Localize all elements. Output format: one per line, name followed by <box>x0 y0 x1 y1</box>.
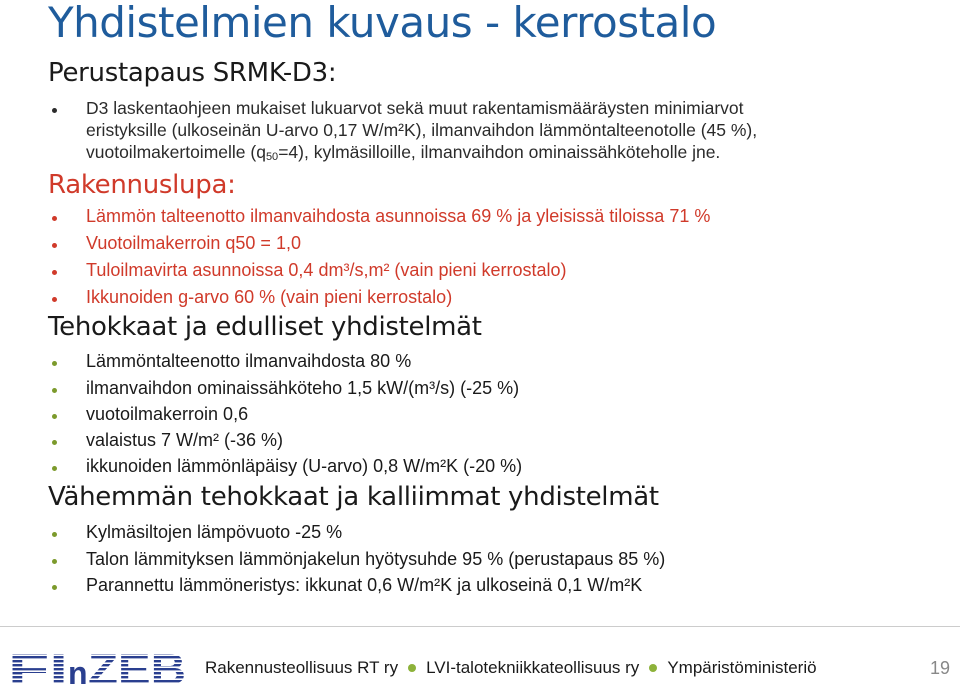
efficient-item-4: valaistus 7 W/m² (-36 %) <box>86 430 284 450</box>
footer-org-ministry: Ympäristöministeriö <box>667 658 817 677</box>
baseline-text-line-2: eristyksille (ulkoseinän U-arvo 0,17 W/m²K), ilmanvaihdon lämmöntalteenotolle (45 %), <box>86 120 758 140</box>
efficient-item-5: ikkunoiden lämmönläpäisy (U-arvo) 0,8 W/m²K (-20 %) <box>86 456 523 476</box>
baseline-text-line-3: vuotoilmakertoimelle $(q_{50}=4)$, kylmäsilloille, ilmanvaihdon ominaissähköteholle jne. <box>86 142 721 163</box>
permit-item-4: Ikkunoiden g-arvo 60 % (vain pieni kerrostalo) <box>86 287 453 307</box>
section-heading-baseline: Perustapaus SRMK-D3: <box>48 58 337 88</box>
bullet-icon <box>52 414 57 419</box>
section-heading-efficient: Tehokkaat ja edulliset yhdistelmät <box>48 312 482 342</box>
bullet-icon <box>52 297 57 302</box>
bullet-icon <box>52 108 57 113</box>
footer-separator-dot <box>649 664 657 672</box>
less-efficient-item-1: Kylmäsiltojen lämpövuoto -25 % <box>86 522 343 542</box>
footer-divider <box>0 626 960 627</box>
less-efficient-item-2: Talon lämmityksen lämmönjakelun hyötysuhde 95 % (perustapaus 85 %) <box>86 549 666 569</box>
less-efficient-item-3: Parannettu lämmöneristys: ikkunat 0,6 W/m²K ja ulkoseinä 0,1 W/m²K <box>86 575 643 595</box>
finzeb-logo <box>8 648 188 688</box>
bullet-icon <box>52 440 57 445</box>
bullet-icon <box>52 361 57 366</box>
footer-org-rt: Rakennusteollisuus RT ry <box>205 658 399 677</box>
baseline-text-line-1: D3 laskentaohjeen mukaiset lukuarvot sekä muut rakentamismääräysten minimiarvot <box>86 98 744 118</box>
svg-text:n: n <box>68 655 88 688</box>
permit-item-2: Vuotoilmakerroin q50 = 1,0 <box>86 233 301 253</box>
section-heading-less-efficient: Vähemmän tehokkaat ja kalliimmat yhdistelmät <box>48 482 659 512</box>
bullet-icon <box>52 532 57 537</box>
permit-item-3: Tuloilmavirta asunnoissa 0,4 dm³/s,m² (vain pieni kerrostalo) <box>86 260 567 280</box>
slide-title: Yhdistelmien kuvaus - kerrostalo <box>48 0 717 47</box>
bullet-icon <box>52 466 57 471</box>
bullet-icon <box>52 243 57 248</box>
efficient-item-2: ilmanvaihdon ominaissähköteho 1,5 kW/(m³/s) (-25 %) <box>86 378 520 398</box>
permit-item-1: Lämmön talteenotto ilmanvaihdosta asunnoissa 69 % ja yleisissä tiloissa 71 % <box>86 206 711 226</box>
svg-text:FI: FI <box>8 648 68 688</box>
svg-text:ZEB: ZEB <box>88 648 186 688</box>
section-heading-building-permit: Rakennuslupa: <box>48 170 236 200</box>
bullet-icon <box>52 216 57 221</box>
bullet-icon <box>52 585 57 590</box>
page-number: 19 <box>929 658 950 678</box>
footer-organizations <box>205 658 817 678</box>
efficient-item-1: Lämmöntalteenotto ilmanvaihdosta 80 % <box>86 351 412 371</box>
efficient-item-3: vuotoilmakerroin 0,6 <box>86 404 249 424</box>
bullet-icon <box>52 270 57 275</box>
bullet-icon <box>52 388 57 393</box>
footer-separator-dot <box>408 664 416 672</box>
bullet-icon <box>52 559 57 564</box>
footer-org-lvi: LVI-talotekniikkateollisuus ry <box>426 658 640 677</box>
